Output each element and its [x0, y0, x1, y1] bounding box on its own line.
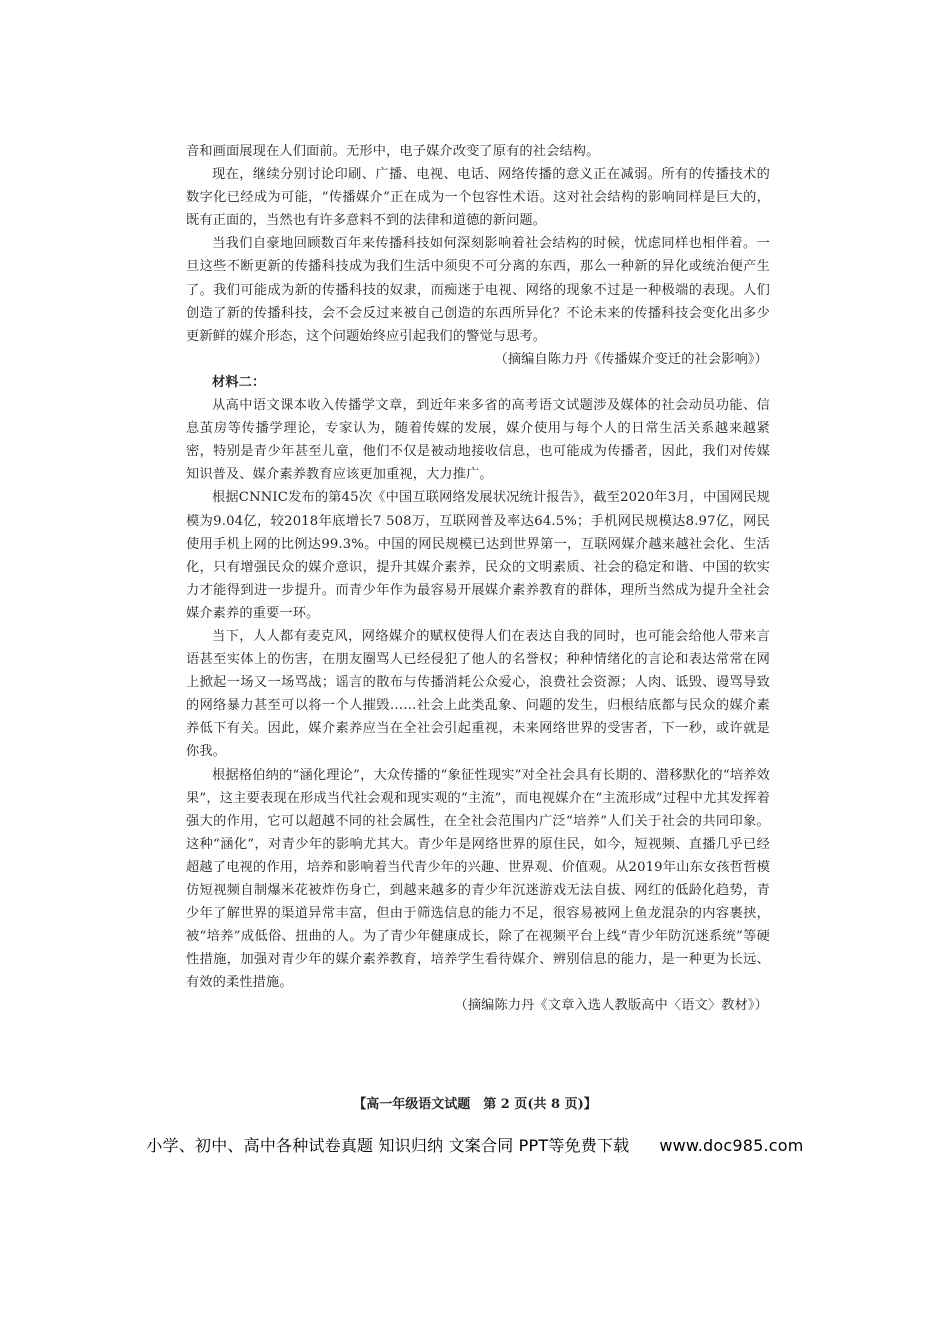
paragraph-6: 当下，人人都有麦克风，网络媒介的赋权使得人们在表达自我的同时，也可能会给他人带来言语甚至实体上的伤害，在朋友圈骂人已经侵犯了他人的名誉权；种种情绪化的言论和表达常常在网上掀起一场又一场骂战；谣言的散布与传播消耗公众爱心，浪费社会资源；人肉、诋毁、谩骂导致的网络暴力甚至可以将一个人摧毁……社会上此类乱象、问题的发生，归根结底都与民众的媒介素养低下有关。因此，媒介素养应当在全社会引起重视，未来网络世界的受害者，下一秒，或许就是你我。: [186, 628, 770, 760]
page-footer: 【高一年级语文试题 第 2 页(共 8 页)】: [353, 1097, 597, 1112]
download-banner: [0, 1133, 950, 1156]
paragraph-4: 从高中语文课本收入传播学文章，到近年来多省的高考语文试题涉及媒体的社会动员功能、信息茧房等传播学理论，专家认为，随着传媒的发展，媒介使用与每个人的日常生活关系越来越紧密，特别是青少年甚至儿童，他们不仅是被动地接收信息，也可能成为传播者，因此，我们对传媒知识普及、媒介素养教育应该更加重视，大力推广。: [186, 398, 770, 483]
paragraph-5: 根据CNNIC发布的第45次《中国互联网络发展状况统计报告》，截至2020年3月，中国网民规模为9.04亿，较2018年底增长7 508万，互联网普及率达64.5%；手机网民规模达8.97亿，网民使用手机上网的比例达99.3%。中国的网民规模已达到世界第一，互联网媒介越来越社会化、生活化，只有增强民众的媒介意识，提升其媒介素养，民众的文明素质、社会的稳定和谐、中国的软实力才能得到进一步提升。而青少年作为最容易开展媒介素养教育的群体，理所当然成为提升全社会媒介素养的重要一环。: [186, 490, 770, 621]
paragraph-7: 根据格伯纳的“涵化理论”，大众传播的“象征性现实”对全社会具有长期的、潜移默化的“培养效果”，这主要表现在形成当代社会观和现实观的“主流”，而电视媒介在“主流形成”过程中尤其发挥着强大的作用，它可以超越不同的社会属性，在全社会范围内广泛“培养”人们关于社会的共同印象。这种“涵化”，对青少年的影响尤其大。青少年是网络世界的原住民，如今，短视频、直播几乎已经超越了电视的作用，培养和影响着当代青少年的兴趣、世界观、价值观。从2019年山东女孩哲哲模仿短视频自制爆米花被炸伤身亡，到越来越多的青少年沉迷游戏无法自拔、网红的低龄化趋势，青少年了解世界的渠道异常丰富，但由于筛选信息的能力不足，很容易被网上鱼龙混杂的内容裹挟，被“培养”成低俗、扭曲的人。为了青少年健康成长，除了在视频平台上线“青少年防沉迷系统”等硬性措施，加强对青少年的媒介素养教育，培养学生看待媒介、辨别信息的能力，是一种更为长远、有效的柔性措施。: [186, 767, 770, 991]
material-2-heading: 材料二：: [212, 374, 266, 390]
banner-url-link[interactable]: www.doc985.com: [659, 1136, 804, 1155]
banner-text: 小学、初中、高中各种试卷真题 知识归纳 文案合同 PPT等免费下载: [146, 1136, 630, 1155]
paragraph-3: 当我们自豪地回顾数百年来传播科技如何深刻影响着社会结构的时候，忧虑同样也相伴着。一旦这些不断更新的传播科技成为我们生活中须臾不可分离的东西，那么一种新的异化或统治便产生了。我们可能成为新的传播科技的奴隶，而痴迷于电视、网络的现象不过是一种极端的表现。人们创造了新的传播科技，会不会反过来被自己创造的东西所异化？不论未来的传播科技会变化出多少更新鲜的媒介形态，这个问题始终应引起我们的警觉与思考。: [186, 236, 770, 344]
paragraph-2: 现在，继续分别讨论印刷、广播、电视、电话、网络传播的意义正在减弱。所有的传播技术的数字化已经成为可能，“传播媒介”正在成为一个包容性术语。这对社会结构的影响同样是巨大的，既有正面的，当然也有许多意料不到的法律和道德的新问题。: [186, 167, 770, 229]
source-citation-2: （摘编陈力丹《文章入选人教版高中〈语文〉教材》）: [454, 998, 768, 1014]
source-citation-1: （摘编自陈力丹《传播媒介变迁的社会影响》）: [494, 351, 768, 367]
scanned-text-block: [186, 140, 770, 1080]
paragraph-1: 音和画面展现在人们面前。无形中，电子媒介改变了原有的社会结构。: [186, 144, 600, 159]
